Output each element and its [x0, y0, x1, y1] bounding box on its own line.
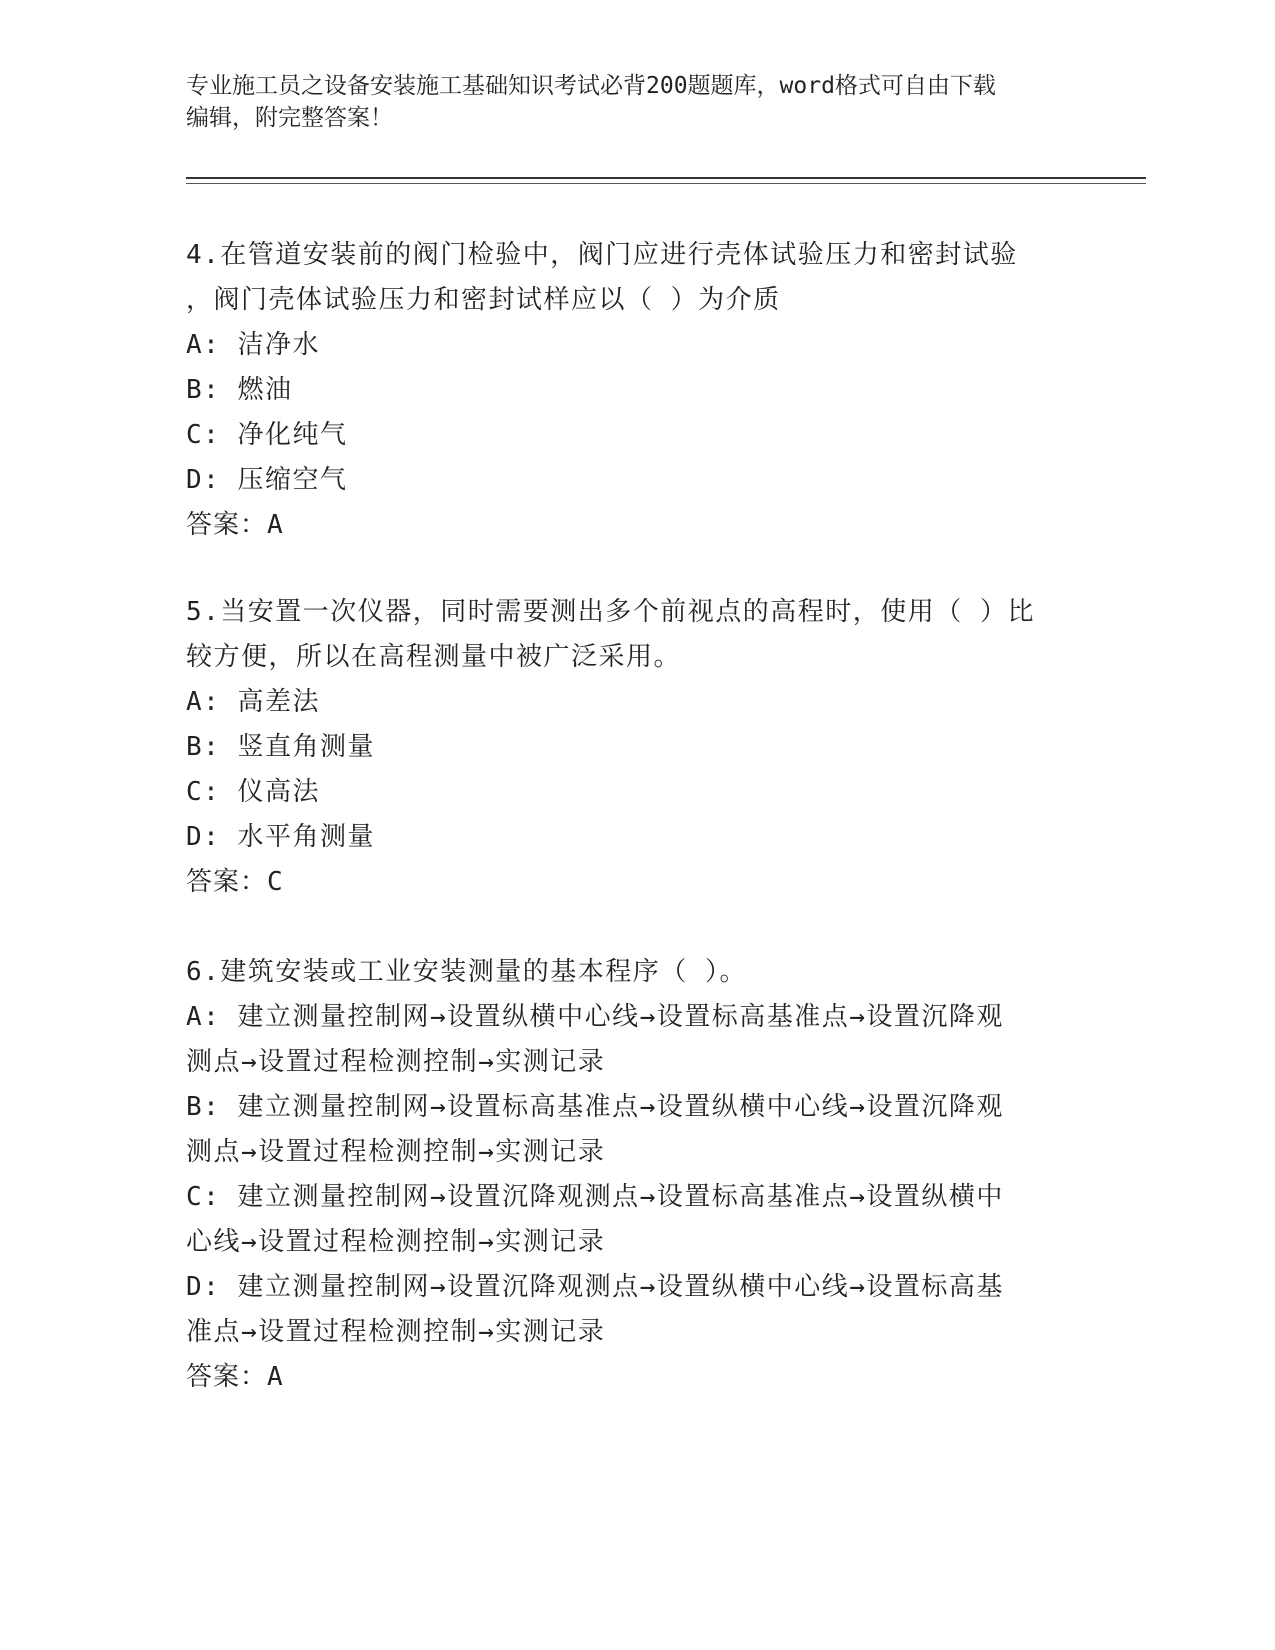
option-a-line-2: 测点→设置过程检测控制→实测记录: [186, 1047, 606, 1077]
question-stem-line: 5.当安置一次仪器，同时需要测出多个前视点的高程时，使用（ ）比: [186, 597, 1035, 627]
option-a: A: 高差法: [186, 687, 320, 717]
answer-value: A: [267, 510, 284, 540]
option-d: D: 水平角测量: [186, 822, 375, 852]
answer-line: [186, 860, 1086, 905]
option-c: C: 净化纯气: [186, 420, 348, 450]
option-b-line-1: B: 建立测量控制网→设置标高基准点→设置纵横中心线→设置沉降观: [186, 1092, 1004, 1122]
option-b: B: 燃油: [186, 375, 293, 405]
option-b-line-2: 测点→设置过程检测控制→实测记录: [186, 1137, 606, 1167]
question-stem-line: 较方便，所以在高程测量中被广泛采用。: [186, 642, 682, 672]
answer-label: 答案：: [186, 510, 268, 540]
question-6: [186, 950, 1086, 1400]
answer-label: 答案：: [186, 1362, 268, 1392]
answer-line: [186, 1355, 1086, 1400]
option-a: A: 洁净水: [186, 330, 320, 360]
answer-value: A: [267, 1362, 284, 1392]
question-5: [186, 590, 1086, 905]
option-b: B: 竖直角测量: [186, 732, 375, 762]
question-stem-line: 6.建筑安装或工业安装测量的基本程序（ ）。: [186, 957, 747, 987]
question-stem-line: ，阀门壳体试验压力和密封试样应以（ ）为介质: [186, 285, 781, 315]
answer-label: 答案：: [186, 867, 268, 897]
header-divider-thick: [186, 177, 1146, 179]
answer-line: [186, 503, 1086, 548]
header-line-2: 编辑，附完整答案！: [186, 105, 393, 131]
question-stem-line: 4.在管道安装前的阀门检验中，阀门应进行壳体试验压力和密封试验: [186, 240, 1018, 270]
answer-value: C: [267, 867, 284, 897]
option-d-line-1: D: 建立测量控制网→设置沉降观测点→设置纵横中心线→设置标高基: [186, 1272, 1004, 1302]
option-c-line-2: 心线→设置过程检测控制→实测记录: [186, 1227, 606, 1257]
option-d: D: 压缩空气: [186, 465, 348, 495]
header-divider-thin: [186, 183, 1146, 184]
option-d-line-2: 准点→设置过程检测控制→实测记录: [186, 1317, 606, 1347]
option-c: C: 仪高法: [186, 777, 320, 807]
document-header: [186, 70, 1066, 134]
option-c-line-1: C: 建立测量控制网→设置沉降观测点→设置标高基准点→设置纵横中: [186, 1182, 1004, 1212]
header-line-1: 专业施工员之设备安装施工基础知识考试必背200题题库，word格式可自由下载: [186, 73, 996, 99]
question-4: [186, 233, 1086, 548]
option-a-line-1: A: 建立测量控制网→设置纵横中心线→设置标高基准点→设置沉降观: [186, 1002, 1004, 1032]
